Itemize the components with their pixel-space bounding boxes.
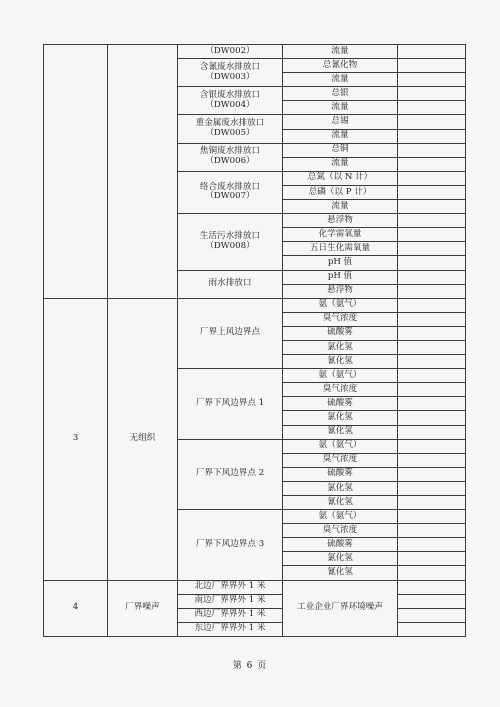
remark-cell xyxy=(398,566,466,580)
remark-cell xyxy=(398,481,466,495)
outlet-cell xyxy=(178,171,283,213)
outlet-cell-line: 络合废水排放口 xyxy=(199,181,261,192)
outlet-cell-line: （DW005） xyxy=(205,128,255,139)
item-cell: 臭气浓度 xyxy=(283,312,398,326)
remark-cell xyxy=(398,270,466,284)
outlet-cell-line: 生活污水排放口 xyxy=(199,230,261,241)
remark-cell xyxy=(398,397,466,411)
item-cell: 总银 xyxy=(283,87,398,101)
item-cell: 化学需氧量 xyxy=(283,228,398,242)
no-cell: 3 xyxy=(44,298,108,580)
outlet-cell xyxy=(178,45,283,59)
remark-cell xyxy=(398,59,466,73)
item-cell: 五日生化需氧量 xyxy=(283,242,398,256)
remark-cell xyxy=(398,87,466,101)
remark-cell xyxy=(398,580,466,594)
item-cell: pH 值 xyxy=(283,270,398,284)
item-cell: 硫酸雾 xyxy=(283,538,398,552)
remark-cell xyxy=(398,129,466,143)
remark-cell xyxy=(398,185,466,199)
remark-cell xyxy=(398,228,466,242)
item-cell: 氨（氨气） xyxy=(283,510,398,524)
item-cell: 工业企业厂界环境噪声 xyxy=(283,580,398,636)
item-cell: 臭气浓度 xyxy=(283,383,398,397)
outlet-cell xyxy=(178,143,283,171)
remark-cell xyxy=(398,439,466,453)
item-cell: 臭气浓度 xyxy=(283,524,398,538)
table-row xyxy=(44,45,466,59)
remark-cell xyxy=(398,284,466,298)
remark-cell xyxy=(398,411,466,425)
item-cell: 流量 xyxy=(283,101,398,115)
outlet-cell-line: 含银废水排放口 xyxy=(199,90,261,100)
item-cell: 悬浮物 xyxy=(283,284,398,298)
item-cell: 氰化氢 xyxy=(283,355,398,369)
remark-cell xyxy=(398,496,466,510)
point-cell xyxy=(178,369,283,439)
remark-cell xyxy=(398,467,466,481)
outlet-cell-line: 重金属废水排放口 xyxy=(195,118,265,129)
remark-cell xyxy=(398,242,466,256)
item-cell: 硫酸雾 xyxy=(283,467,398,481)
outlet-cell xyxy=(178,59,283,87)
remark-cell xyxy=(398,312,466,326)
monitoring-table xyxy=(43,44,466,637)
remark-cell xyxy=(398,340,466,354)
item-cell: 悬浮物 xyxy=(283,214,398,228)
point-cell-line: 厂界下风边界点 1 xyxy=(195,397,265,408)
item-cell: 氰化氢 xyxy=(283,425,398,439)
remark-cell xyxy=(398,608,466,622)
remark-cell xyxy=(398,594,466,608)
outlet-cell xyxy=(178,214,283,270)
outlet-cell-line: 雨水排放口 xyxy=(208,278,252,289)
remark-cell xyxy=(398,115,466,129)
point-cell: 东边厂界界外 1 米 xyxy=(178,622,283,636)
remark-cell xyxy=(398,171,466,185)
point-cell xyxy=(178,510,283,580)
category-cell: 无组织 xyxy=(108,298,178,580)
point-cell-line: 厂界上风边界点 xyxy=(199,327,261,338)
no-cell: 4 xyxy=(44,580,108,636)
remark-cell xyxy=(398,524,466,538)
remark-cell xyxy=(398,214,466,228)
remark-cell xyxy=(398,298,466,312)
outlet-cell-line: （DW006） xyxy=(205,156,255,167)
remark-cell xyxy=(398,552,466,566)
remark-cell xyxy=(398,369,466,383)
item-cell: 流量 xyxy=(283,129,398,143)
remark-cell xyxy=(398,200,466,214)
outlet-cell-line: 含氰废水排放口 xyxy=(199,61,261,72)
item-cell: 氨（氨气） xyxy=(283,439,398,453)
item-cell: 总锡 xyxy=(283,115,398,129)
page-number: 第 6 页 xyxy=(232,661,268,671)
item-cell: 流量 xyxy=(283,157,398,171)
item-cell: 总磷（以 P 计） xyxy=(283,185,398,199)
outlet-cell xyxy=(178,87,283,115)
item-cell: 氨（氨气） xyxy=(283,369,398,383)
remark-cell xyxy=(398,256,466,270)
remark-cell xyxy=(398,355,466,369)
item-cell: 臭气浓度 xyxy=(283,453,398,467)
item-cell: 硫酸雾 xyxy=(283,326,398,340)
outlet-cell-line: （DW002） xyxy=(205,45,255,56)
item-cell: 硫酸雾 xyxy=(283,397,398,411)
remark-cell xyxy=(398,510,466,524)
point-cell xyxy=(178,298,283,368)
remark-cell xyxy=(398,326,466,340)
outlet-cell xyxy=(178,115,283,143)
item-cell: 流量 xyxy=(283,200,398,214)
item-cell: 总氰化物 xyxy=(283,59,398,73)
category-cell: 厂界噪声 xyxy=(108,580,178,636)
table-body xyxy=(44,45,466,637)
remark-cell xyxy=(398,73,466,87)
remark-cell xyxy=(398,538,466,552)
table-row xyxy=(44,298,466,312)
outlet-cell-line: 焦铜废水排放口 xyxy=(199,146,261,157)
outlet-cell-line: （DW004） xyxy=(205,99,255,110)
item-cell: 总氮（以 N 计） xyxy=(283,171,398,185)
remark-cell xyxy=(398,383,466,397)
point-cell: 北边厂界界外 1 米 xyxy=(178,580,283,594)
remark-cell xyxy=(398,143,466,157)
category-cell xyxy=(108,45,178,299)
item-cell: 氯化氢 xyxy=(283,552,398,566)
outlet-cell xyxy=(178,270,283,298)
point-cell-line: 厂界下风边界点 2 xyxy=(195,468,265,479)
item-cell: 氨（氨气） xyxy=(283,298,398,312)
point-cell: 南边厂界界外 1 米 xyxy=(178,594,283,608)
table-row xyxy=(44,580,466,594)
item-cell: 氯化氢 xyxy=(283,340,398,354)
remark-cell xyxy=(398,157,466,171)
item-cell: 氰化氢 xyxy=(283,566,398,580)
point-cell-line: 厂界下风边界点 3 xyxy=(195,538,265,549)
no-cell xyxy=(44,45,108,299)
point-cell: 西边厂界界外 1 米 xyxy=(178,608,283,622)
item-cell: 氰化氢 xyxy=(283,496,398,510)
item-cell: 总铜 xyxy=(283,143,398,157)
remark-cell xyxy=(398,622,466,636)
outlet-cell-line: （DW003） xyxy=(205,71,255,82)
item-cell: 氯化氢 xyxy=(283,481,398,495)
remark-cell xyxy=(398,45,466,59)
remark-cell xyxy=(398,101,466,115)
item-cell: 流量 xyxy=(283,73,398,87)
remark-cell xyxy=(398,453,466,467)
item-cell: 流量 xyxy=(283,45,398,59)
remark-cell xyxy=(398,425,466,439)
outlet-cell-line: （DW007） xyxy=(205,191,255,202)
outlet-cell-line: （DW008） xyxy=(205,240,255,251)
point-cell xyxy=(178,439,283,509)
item-cell: pH 值 xyxy=(283,256,398,270)
item-cell: 氯化氢 xyxy=(283,411,398,425)
